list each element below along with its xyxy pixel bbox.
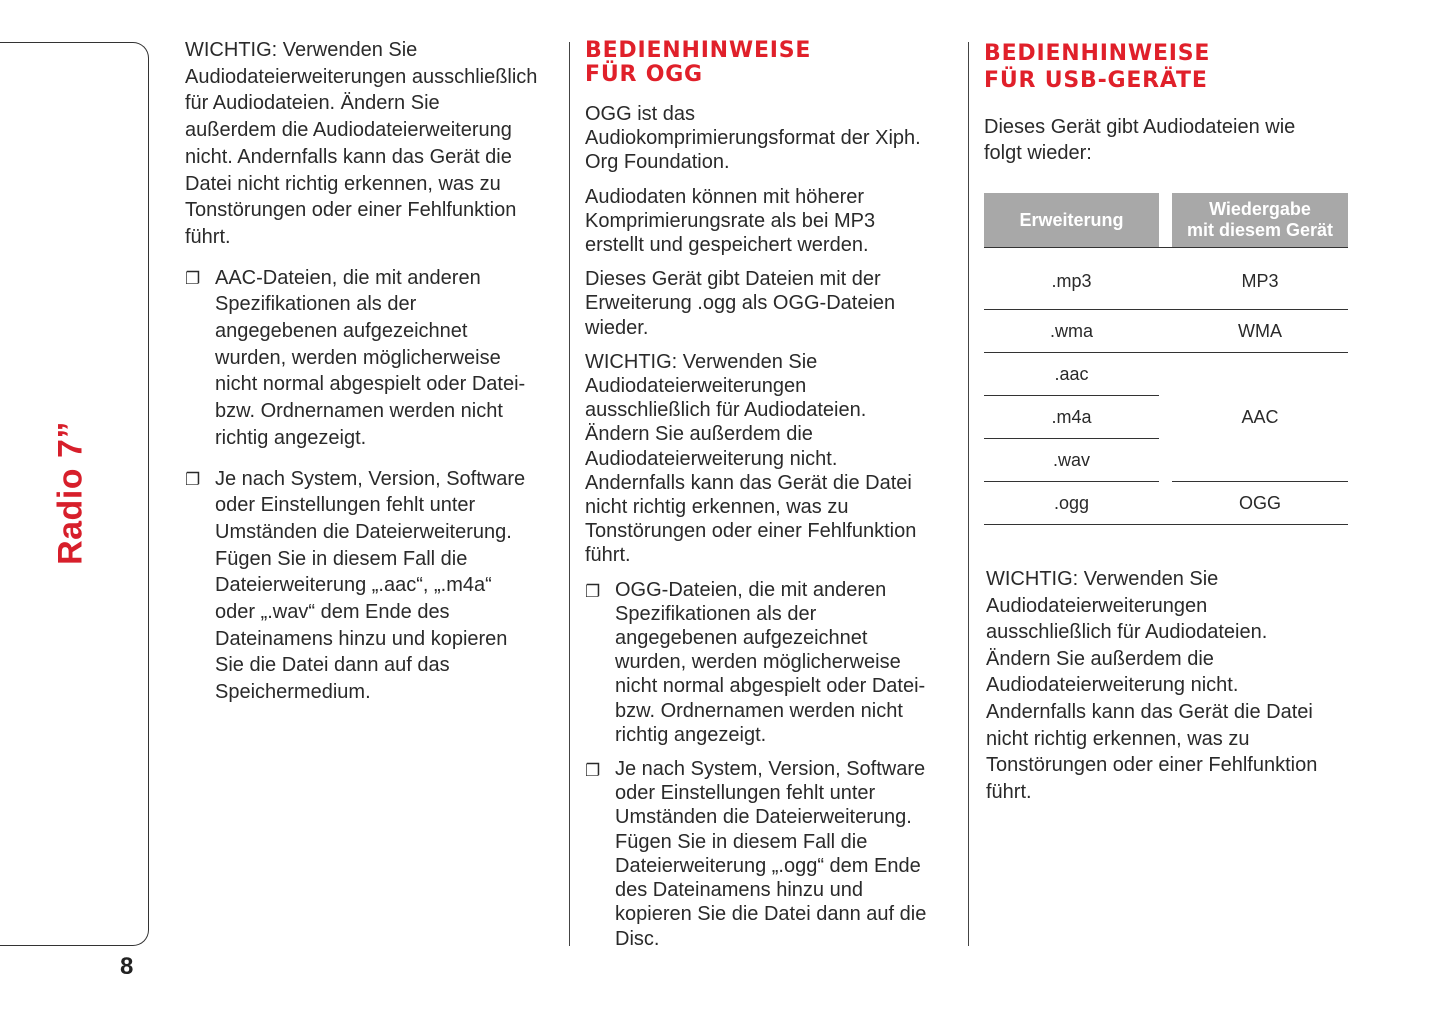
checkbox-bullet-icon: ❐ — [185, 268, 201, 288]
table-row — [984, 248, 1348, 310]
section-heading: BEDIENHINWEISE FÜR OGG — [585, 38, 812, 87]
list-item — [185, 466, 560, 706]
list-item-text: Je nach System, Version, Software oder Einstellungen fehlt unter Umständen die Dateierweiterung. Fügen Sie in diesem Fall die Dateierweiterung „.ogg“ dem Ende des Dateinamens hinzu und kopieren Sie die Datei dann auf die Disc. — [615, 758, 927, 950]
chapter-title: Radio 7” — [51, 421, 90, 565]
table-cell: .mp3 — [984, 248, 1159, 310]
table-cell: AAC — [1172, 353, 1348, 482]
checkbox-bullet-icon: ❐ — [185, 469, 201, 489]
table-cell: .wma — [984, 310, 1159, 353]
list-item — [185, 265, 560, 452]
column-3 — [984, 40, 1364, 166]
table-cell: .aac — [984, 353, 1159, 396]
warning-paragraph: WICHTIG: Verwenden Sie Audiodateierweiterungen ausschließlich für Audiodateien. Ändern Sie außerdem die Audiodateierweiterung nicht. Andernfalls kann das Gerät die Datei nicht richtig erkennen, was zu Tonstörungen oder einer Fehlfunktion führt. — [185, 39, 538, 248]
list-item-text: Je nach System, Version, Software oder Einstellungen fehlt unter Umständen die Dateierweiterung. Fügen Sie in diesem Fall die Dateierweiterung „.aac“, „.m4a“ oder „.wav“ dem Ende des Dateinamens hinzu und kopieren Sie die Datei dann auf das Speichermedium. — [215, 467, 526, 704]
list-item-text: AAC-Dateien, die mit anderen Spezifikationen als der angegebenen aufgezeichnet wurden, werden möglicherweise nicht normal abgespielt oder Datei- bzw. Ordnernamen werden nicht richtig angezeigt. — [215, 266, 526, 449]
column-divider — [569, 42, 570, 946]
warning-paragraph: WICHTIG: Verwenden Sie Audiodateierweiterungen ausschließlich für Audiodateien. Ändern Sie außerdem die Audiodateierweiterung nicht. Andernfalls kann das Gerät die Datei nicht richtig erkennen, was zu Tonstörungen oder einer Fehlfunktion führt. — [986, 568, 1318, 803]
table-header-row — [984, 193, 1348, 248]
column-1 — [185, 37, 560, 706]
section-heading: BEDIENHINWEISE FÜR USB-GERÄTE — [984, 41, 1211, 93]
warning-paragraph: WICHTIG: Verwenden Sie Audiodateierweiterungen ausschließlich für Audiodateien. Ändern Sie außerdem die Audiodateierweiterung nicht. Andernfalls kann das Gerät die Datei nicht richtig erkennen, was zu Tonstörungen oder einer Fehlfunktion führt. — [585, 350, 917, 567]
table-cell: .wav — [984, 439, 1159, 482]
table-cell: .m4a — [984, 396, 1159, 439]
table-row — [984, 482, 1348, 525]
list-item — [585, 757, 955, 951]
column-divider — [968, 42, 969, 946]
table-cell: WMA — [1172, 310, 1348, 353]
paragraph: Dieses Gerät gibt Audiodateien wie folgt wieder: — [984, 116, 1296, 164]
table-cell: MP3 — [1172, 248, 1348, 310]
checkbox-bullet-icon: ❐ — [585, 761, 601, 781]
table-cell: .ogg — [984, 482, 1159, 525]
table-row — [984, 353, 1348, 396]
checkbox-bullet-icon: ❐ — [585, 581, 601, 601]
column-2 — [585, 39, 955, 951]
paragraph: Dieses Gerät gibt Dateien mit der Erweiterung .ogg als OGG-Dateien wieder. — [585, 268, 896, 339]
column-header: Wiedergabe mit diesem Gerät — [1172, 193, 1348, 248]
page-number: 8 — [120, 953, 134, 980]
usb-warning — [986, 566, 1356, 805]
format-table — [984, 193, 1348, 525]
column-header: Erweiterung — [984, 193, 1159, 248]
table-row — [984, 310, 1348, 353]
list-item-text: OGG-Dateien, die mit anderen Spezifikationen als der angegebenen aufgezeichnet wurden, werden möglicherweise nicht normal abgespielt oder Datei- bzw. Ordnernamen werden nicht richtig angezeigt. — [615, 578, 926, 746]
paragraph: Audiodaten können mit höherer Komprimierungsrate als bei MP3 erstellt und gespeichert werden. — [585, 185, 876, 257]
paragraph: OGG ist das Audiokomprimierungsformat der Xiph. Org Foundation. — [585, 103, 921, 174]
list-item — [585, 578, 955, 747]
table-cell: OGG — [1172, 482, 1348, 525]
